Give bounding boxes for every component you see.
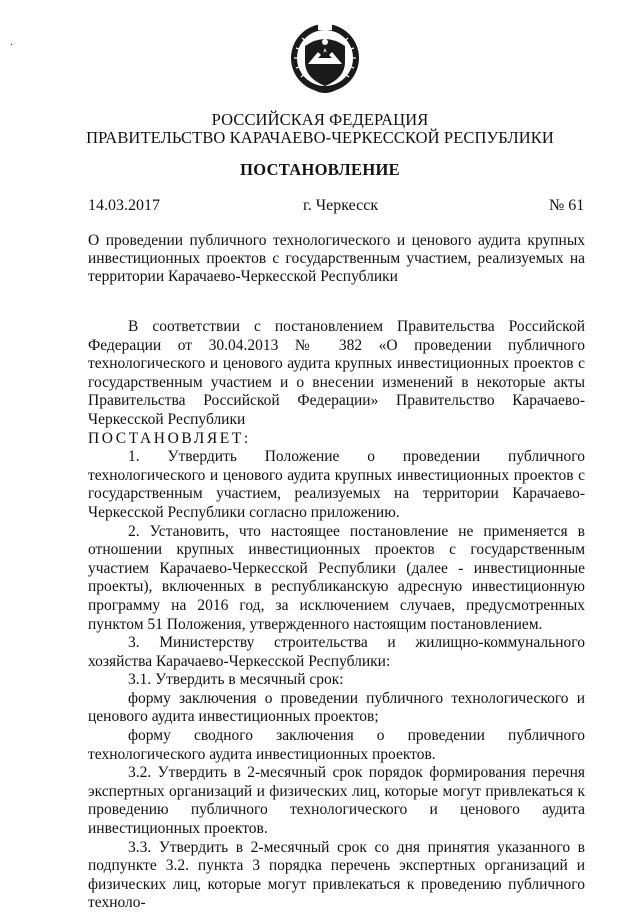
document-type-title: ПОСТАНОВЛЕНИЕ bbox=[240, 160, 400, 179]
country-heading: РОССИЙСКАЯ ФЕДЕРАЦИЯ bbox=[211, 110, 429, 129]
document-number: № 61 bbox=[549, 197, 585, 214]
resolution-keyword: ПОСТАНОВЛЯЕТ: bbox=[88, 429, 251, 447]
body-paragraph: 1. Утвердить Положение о проведении публичного технологического и ценового аудита крупных инвестиционных проектов с государственным участием, реализуемых на территории Карачаево-Черкесской Республики согласно приложению. bbox=[88, 448, 585, 521]
body-paragraph: 3.1. Утвердить в месячный срок: bbox=[128, 671, 344, 689]
body-paragraph: форму сводного заключения о проведении публичного технологического аудита инвестиционных проектов. bbox=[88, 727, 585, 763]
body-paragraph: 2. Установить, что настоящее постановление не применяется в отношении крупных инвестиционных проектов с государственным участием Карачаево-Черкесской Республики (далее - инвестиционные проекты), включенных в республиканскую адресную инвестиционную программу на 2016 год, за исключением случаев, предусмотренных пунктом 51 Положения, утвержденного настоящим постановлением. bbox=[88, 522, 585, 633]
body-paragraph: 3. Министерству строительства и жилищно-коммунального хозяйства Карачаево-Черкесской Республики: bbox=[88, 634, 585, 670]
body-paragraph: 3.2. Утвердить в 2-месячный срок порядок формирования перечня экспертных организаций и физических лиц, которые могут привлекаться к проведению публичного технологического и ценового аудита инвестиционных проектов. bbox=[88, 764, 585, 838]
document-date: 14.03.2017 bbox=[88, 197, 160, 214]
document-subject: О проведении публичного технологического и ценового аудита крупных инвестиционных проектов с государственным участием, реализуемых на территории Карачаево-Черкесской Республики bbox=[88, 232, 585, 285]
document-body bbox=[88, 318, 585, 913]
government-heading: ПРАВИТЕЛЬСТВО КАРАЧАЕВО-ЧЕРКЕССКОЙ РЕСПУБЛИКИ bbox=[86, 128, 554, 147]
preamble-paragraph: В соответствии с постановлением Правительства Российской Федерации от 30.04.2013 № 382 «О проведении публичного технологического и ценового аудита крупных инвестиционных проектов с государственным участием и о внесении изменений в некоторые акты Правительства Российской Федерации» Правительство Карачаево-Черкесской Республики bbox=[88, 318, 585, 428]
body-paragraph: 3.3. Утвердить в 2-месячный срок со дня принятия указанного в подпункте 3.2. пункта 3 порядка перечень экспертных организаций и физических лиц, которые могут привлекаться к проведению публичного техноло- bbox=[88, 838, 585, 912]
stray-dot: . bbox=[10, 34, 13, 48]
body-paragraph: форму заключения о проведении публичного технологического и ценового аудита инвестиционных проектов; bbox=[88, 689, 585, 726]
document-city: г. Черкесск bbox=[303, 197, 379, 214]
coat-of-arms-emblem bbox=[288, 18, 362, 98]
